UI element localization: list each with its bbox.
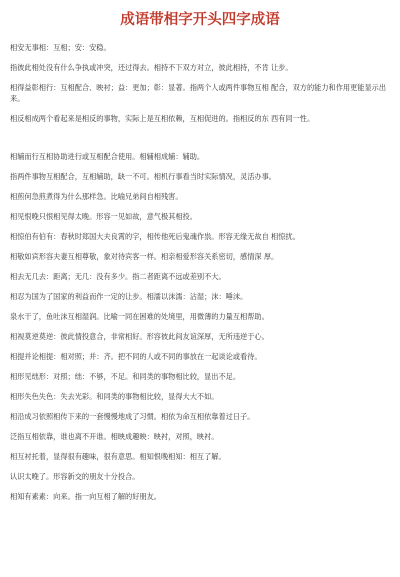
idiom-entry: 相煎何急煎煮得为什么那样急。比喻兄弟间自相残害。 (10, 192, 183, 201)
idiom-entry: 泉水干了，鱼吐沫互相湿润。比喻一同在困难的处境里，用微薄的力量互相帮助。 (10, 312, 269, 321)
idiom-entry: 相敬如宾形容夫妻互相尊敬，象对待宾客一样。相亲相爱形容关系密切，感情深 厚。 (10, 252, 279, 261)
idiom-list (10, 42, 392, 502)
idiom-entry: 相去无几去：距离；无几：没有多少。指二者距离不远或差别不大。 (10, 272, 226, 281)
idiom-entry: 认识太晚了。形容新交的朋友十分投合。 (10, 472, 140, 481)
idiom-entry: 相形见绌形：对照；绌：不够，不足。和同类的事物相比较，显出不足。 (10, 372, 241, 381)
idiom-entry: 相忍为国为了国家的利益而作一定的让步。相濡以沫濡：沾湿；沫：唾沫。 (10, 292, 248, 301)
idiom-entry: 相反相成两个看起来是相反的事物，实际上是互相依赖，互相促进的。指相反的东 西有同一性。 (10, 114, 315, 123)
idiom-entry: 相安无事相：互相；安：安稳。 (10, 43, 111, 52)
idiom-entry: 泛指互相依靠，谁也离不开谁。相映成趣映：映衬，对照，映衬。 (10, 432, 219, 441)
idiom-entry: 相沿成习依照相传下来的一套慢慢地成了习惯。相依为命互相依靠着过日子。 (10, 412, 255, 421)
idiom-entry: 相得益彰相行：互相配合、映衬；益：更加；彰：显著。指两个人或两件事物互相 配合，双方的能力和作用更能显示出来。 (10, 83, 387, 103)
idiom-entry: 相视莫逆莫逆：彼此情投意合，非常相好。形容彼此间友谊深厚，无所违逆于心。 (10, 332, 269, 341)
idiom-entry: 指彼此相处没有什么争执或冲突，还过得去。相持不下双方对立，彼此相持，不肯 让步。 (10, 63, 293, 72)
idiom-entry: 相互衬托着，显得很有趣味，很有意思。相知恨晚相知：相互了解。 (10, 452, 226, 461)
idiom-entry: 指两件事物互相配合，互相辅助，缺一不可。相机行事看当时实际情况，灵活办事。 (10, 172, 276, 181)
idiom-entry: 相知有素素：向来。指一向互相了解的好朋友。 (10, 492, 161, 501)
idiom-entry: 相提并论相提：相对照；并：齐。把不同的人或不同的事放在一起谈论或看待。 (10, 352, 262, 361)
idiom-entry: 相辅而行互相协助进行或互相配合使用。相辅相成辅：辅助。 (10, 152, 205, 161)
idiom-entry: 相惊伯有伯有：春秋时郑国大夫良霄的字，相传他死后鬼魂作祟。形容无缘无故自 相惊扰。 (10, 232, 300, 241)
idiom-entry: 相见恨晚只恨相见得太晚。形容一见如故，意气极其相投。 (10, 212, 197, 221)
idiom-entry: 相形失色失色：失去光彩。和同类的事物相比较，显得大大不如。 (10, 392, 219, 401)
document-title: 成语带相字开头四字成语 (120, 11, 280, 28)
